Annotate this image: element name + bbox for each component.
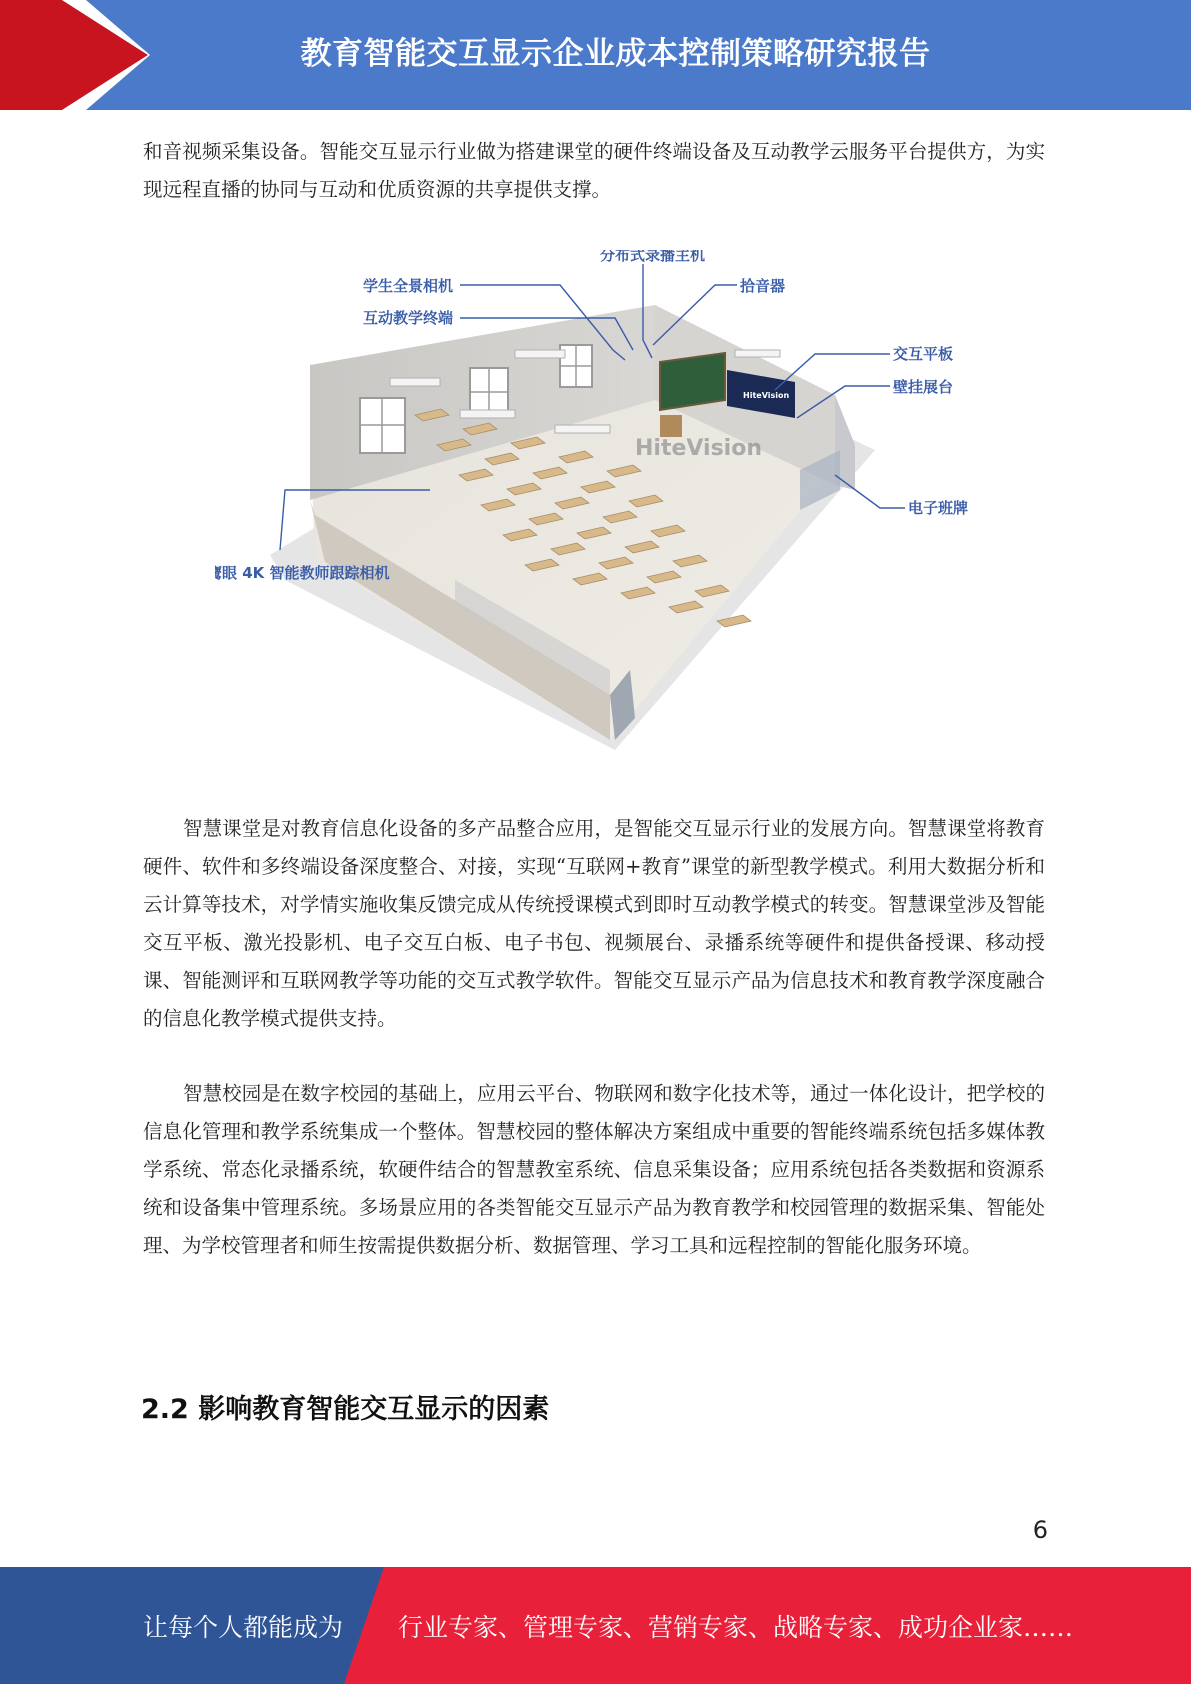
- header-title: 教育智能交互显示企业成本控制策略研究报告: [300, 35, 931, 72]
- podium: [660, 415, 682, 437]
- footer-slogan-right: 行业专家、管理专家、营销专家、战略专家、成功企业家……: [398, 1612, 1074, 1642]
- label-interactive-panel: 交互平板: [893, 345, 954, 363]
- page-number: 6: [1032, 1516, 1048, 1544]
- label-pickup: 拾音器: [740, 277, 786, 295]
- label-recorder-host: 分布式录播主机: [600, 250, 706, 264]
- page-header: [0, 0, 1191, 110]
- label-student-camera: 学生全景相机: [363, 277, 454, 295]
- label-wall-booth: 壁挂展台: [893, 378, 954, 396]
- intro-paragraph: 和音视频采集设备。智能交互显示行业做为搭建课堂的硬件终端设备及互动教学云服务平台提供方，为实现远程直播的协同与互动和优质资源的共享提供支撑。: [143, 140, 1045, 201]
- footer-slogan-left: 让每个人都能成为: [143, 1612, 344, 1642]
- label-interactive-terminal: 互动教学终端: [363, 309, 454, 327]
- smart-classroom-figure: [215, 250, 1065, 760]
- smart-classroom-paragraph: 智慧课堂是对教育信息化设备的多产品整合应用，是智能交互显示行业的发展方向。智慧课堂将教育硬件、软件和多终端设备深度整合、对接，实现“互联网+教育”课堂的新型教学模式。利用大数据分析和云计算等技术，对学情实施收集反馈完成从传统授课模式到即时互动教学模式的转变。智慧课堂涉及智能交互平板、激光投影机、电子交互白板、电子书包、视频展台、录播系统等硬件和提供备授课、移动授课、智能测评和互联网教学等功能的交互式教学软件。智能交互显示产品为信息技术和教育教学深度融合的信息化教学模式提供支持。: [143, 817, 1045, 1030]
- watermark-text: HiteVision: [635, 436, 762, 461]
- section-heading: 2.2 影响教育智能交互显示的因素: [141, 1394, 550, 1425]
- blackboard: [660, 353, 725, 410]
- page-footer: [0, 1567, 1191, 1684]
- smart-campus-paragraph: 智慧校园是在数字校园的基础上，应用云平台、物联网和数字化技术等，通过一体化设计，把学校的信息化管理和教学系统集成一个整体。智慧校园的整体解决方案组成中重要的智能终端系统包括多媒体教学系统、常态化录播系统，软硬件结合的智慧教室系统、信息采集设备；应用系统包括各类数据和资源系统和设备集中管理系统。多场景应用的各类智能交互显示产品为教育教学和校园管理的数据采集、智能处理、为学校管理者和师生按需提供数据分析、数据管理、学习工具和远程控制的智能化服务环境。: [143, 1082, 1045, 1257]
- screen-brand-text: HiteVision: [743, 391, 790, 400]
- label-electronic-signage: 电子班牌: [908, 499, 969, 517]
- label-teacher-camera: 鹰眼 4K 智能教师跟踪相机: [215, 564, 390, 582]
